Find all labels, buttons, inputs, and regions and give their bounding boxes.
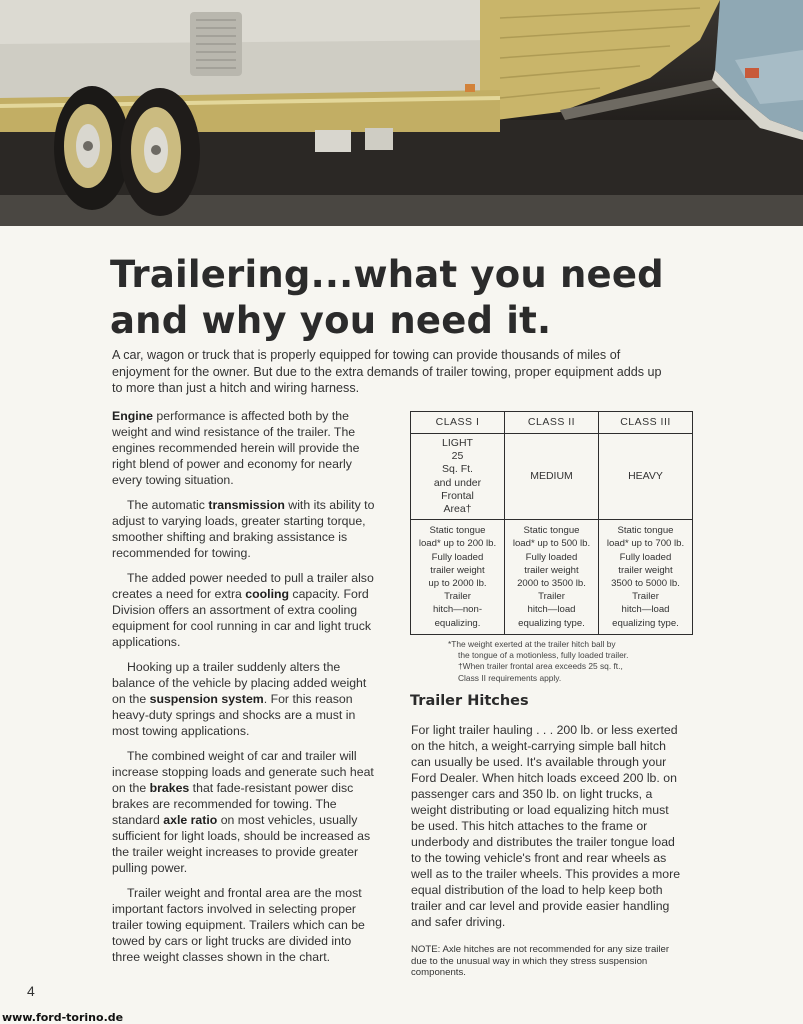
- paragraph-brakes: [112, 748, 382, 876]
- paragraph-cooling-lead: The added power needed to pull a trailer also creates a need for extra: [112, 571, 374, 601]
- trailer-photo: [0, 0, 803, 226]
- paragraph-suspension: [112, 659, 382, 739]
- paragraph-weight-classes: Trailer weight and frontal area are the most important factors involved in selecting proper trailer towing equipment. Trailers which can be towed by cars or light trucks are divided into three weight classes shown in the chart.: [112, 886, 365, 964]
- trailer-class-table: [410, 411, 693, 635]
- footnote-frontal-area-cont: Class II requirements apply.: [458, 672, 562, 683]
- header-class-1: CLASS I: [411, 412, 505, 434]
- spec-class-1: Static tongue load* up to 200 lb. Fully loaded trailer weight up to 2000 lb. Trailer hitch—non- equalizing.: [411, 520, 505, 635]
- page-title: [110, 252, 710, 344]
- trailer-hitches-heading: Trailer Hitches: [410, 693, 529, 709]
- axle-hitch-note: NOTE: Axle hitches are not recommended for any size trailer due to the unusual way in which they stress suspension components.: [411, 944, 670, 979]
- trailer-photo-illustration: [0, 0, 803, 226]
- page-title-line-1: Trailering...what you need: [110, 253, 664, 296]
- size-class-3: HEAVY: [599, 434, 693, 520]
- paragraph-transmission: [112, 497, 382, 561]
- footnote-tongue-load: *The weight exerted at the trailer hitch ball by: [448, 639, 616, 649]
- trailer-hitches-body: For light trailer hauling . . . 200 lb. or less exerted on the hitch, a weight-carrying simple ball hitch can usually be used. It's available through your Ford Dealer. When hitch loads exceed 200 lb. on passenger cars and 350 lb. on light trucks, a weight distributing or load equalizing hitch must be used. This hitch attaches to the frame or underbody and distributes the trailer tongue load to the towing vehicle's front and rear wheels as well as to the trailer wheels. This provides a more equal distribution of the load to help keep both trailer and car level and provide easier handling and safer driving.: [411, 723, 681, 929]
- paragraph-engine: [112, 408, 382, 488]
- paragraph-suspension-text: . For this reason heavy-duty springs and shocks are a must in most towing applications.: [112, 692, 356, 738]
- paragraph-suspension-lead: Hooking up a trailer suddenly alters the balance of the vehicle by placing added weight on the: [112, 660, 367, 706]
- table-spec-row: [411, 520, 693, 635]
- intro-paragraph: A car, wagon or truck that is properly equipped for towing can provide thousands of miles of enjoyment for the owner. But due to the extra demands of trailer towing, proper equipment adds up to more than just a hitch and wiring harness.: [112, 348, 662, 395]
- left-column: [112, 408, 382, 974]
- footnote-frontal-area: †When trailer frontal area exceeds 25 sq. ft.,: [458, 661, 623, 672]
- paragraph-brakes-mid: that fade-resistant power disc brakes are recommended for towing. The standard: [112, 781, 354, 827]
- footnote-tongue-load-cont: the tongue of a motionless, fully loaded trailer.: [458, 650, 629, 661]
- paragraph-engine-text: performance is affected both by the weight and wind resistance of the trailer. The engines recommended herein will provide the right blend of power and economy for nearly every towing situation.: [112, 409, 360, 487]
- term-axle-ratio: axle ratio: [163, 813, 218, 827]
- table-size-row: [411, 434, 693, 520]
- term-cooling: cooling: [245, 587, 290, 601]
- page-title-line-2: and why you need it.: [110, 299, 552, 342]
- term-transmission: transmission: [208, 498, 285, 512]
- page-number: 4: [27, 983, 35, 999]
- paragraph-cooling-text: capacity. Ford Division offers an assortment of extra cooling equipment for cool running in car and light truck applications.: [112, 587, 372, 649]
- site-watermark: www.ford-torino.de: [2, 1011, 124, 1024]
- size-class-2: MEDIUM: [505, 434, 599, 520]
- spec-class-3: Static tongue load* up to 700 lb. Fully loaded trailer weight 3500 to 5000 lb. Trailer hitch—load equalizing type.: [599, 520, 693, 635]
- table-footnotes: [448, 639, 688, 684]
- term-engine: Engine: [112, 409, 153, 423]
- table-header-row: [411, 412, 693, 434]
- paragraph-cooling: [112, 570, 382, 650]
- term-brakes: brakes: [149, 781, 190, 795]
- header-class-3: CLASS III: [599, 412, 693, 434]
- size-class-1: LIGHT 25 Sq. Ft. and under Frontal Area†: [411, 434, 505, 520]
- spec-class-2: Static tongue load* up to 500 lb. Fully loaded trailer weight 2000 to 3500 lb. Trailer hitch—load equalizing type.: [505, 520, 599, 635]
- term-suspension: suspension system: [149, 692, 264, 706]
- header-class-2: CLASS II: [505, 412, 599, 434]
- paragraph-transmission-lead: The automatic: [127, 498, 209, 512]
- paragraph-brakes-lead: The combined weight of car and trailer will increase stopping loads and generate such heat on the: [112, 749, 374, 795]
- paragraph-brakes-text: on most vehicles, usually sufficient for light loads, should be increased as the trailer weight increases to provide greater pulling power.: [112, 813, 371, 875]
- paragraph-transmission-text: with its ability to adjust to varying loads, greater starting torque, smoother shifting and braking assistance is recommended for towing.: [112, 498, 375, 560]
